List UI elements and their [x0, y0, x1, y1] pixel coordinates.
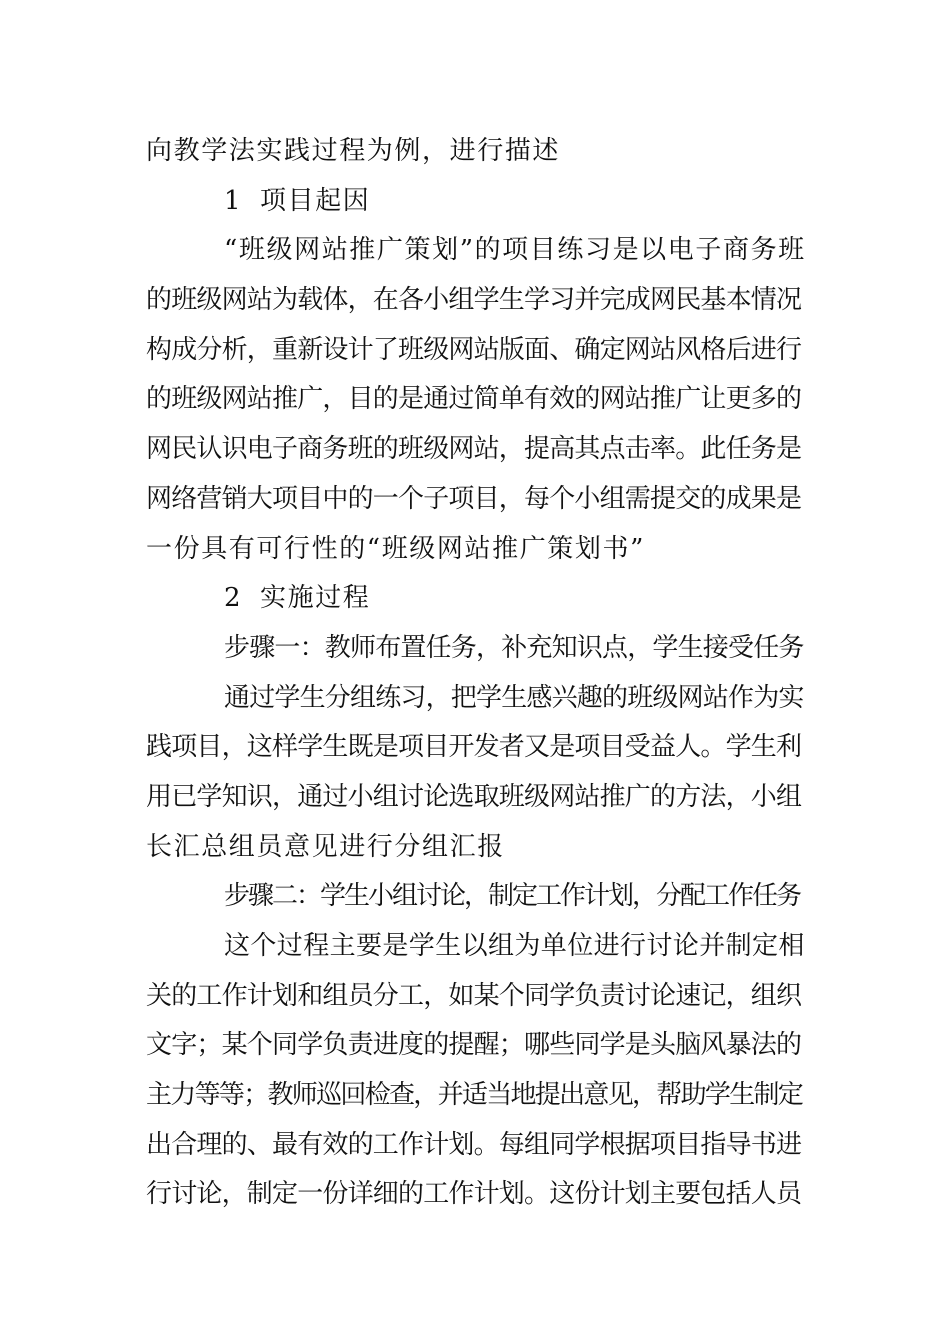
text-line: 长汇总组员意见进行分组汇报	[146, 831, 505, 862]
text-line: 的班级网站推广，目的是通过简单有效的网站推广让更多的	[146, 384, 802, 415]
text-line: 构成分析，重新设计了班级网站版面、确定网站风格后进行	[146, 334, 802, 365]
section-heading	[146, 574, 806, 624]
text-line: 向教学法实践过程为例，进行描述	[146, 136, 561, 166]
text-line: 用已学知识，通过小组讨论选取班级网站推广的方法，小组	[146, 781, 802, 812]
text-line: 这个过程主要是学生以组为单位进行讨论并制定相	[224, 931, 805, 961]
text-line: 践项目，这样学生既是项目开发者又是项目受益人。学生利	[146, 732, 802, 763]
text-line: 主力等等；教师巡回检查，并适当地提出意见，帮助学生制定	[146, 1080, 803, 1111]
text-line: 的班级网站为载体，在各小组学生学习并完成网民基本情况	[146, 285, 802, 316]
text-line: 行讨论，制定一份详细的工作计划。这份计划主要包括人员	[146, 1179, 802, 1210]
text-line: 文字；某个同学负责进度的提醒；哪些同学是头脑风暴法的	[146, 1030, 802, 1061]
section-number: 2	[224, 583, 243, 614]
text-line: 一份具有可行性的“班级网站推广策划书”	[146, 533, 645, 564]
section-number: 1	[224, 185, 243, 216]
text-line: 网络营销大项目中的一个子项目，每个小组需提交的成果是	[146, 483, 802, 514]
step-heading: 步骤二：学生小组讨论，制定工作计划，分配工作任务	[224, 881, 801, 912]
text-line: “班级网站推广策划”的项目练习是以电子商务班	[224, 235, 806, 266]
text-line: 通过学生分组练习，把学生感兴趣的班级网站作为实	[224, 682, 804, 713]
text-line: 出合理的、最有效的工作计划。每组同学根据项目指导书进	[146, 1129, 802, 1160]
section-heading	[146, 177, 806, 227]
text-line: 关的工作计划和组员分工，如某个同学负责讨论速记，组织	[146, 980, 802, 1011]
section-title: 项目起因	[260, 185, 371, 216]
step-heading: 步骤一：教师布置任务，补充知识点，学生接受任务	[224, 632, 804, 663]
text-line: 网民认识电子商务班的班级网站，提高其点击率。此任务是	[146, 434, 802, 465]
document-body	[146, 127, 806, 1220]
section-title: 实施过程	[260, 583, 371, 614]
